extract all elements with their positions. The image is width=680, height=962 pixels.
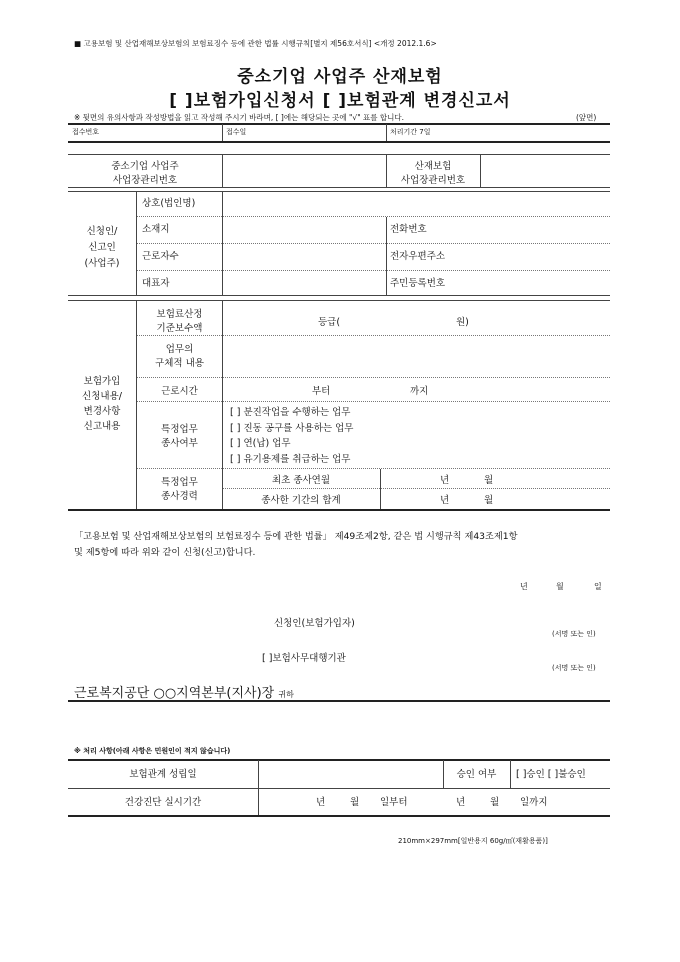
career-label-1: 특정업무 — [161, 477, 198, 488]
applicant-section-label-3: (사업주) — [84, 258, 120, 269]
career-label — [137, 474, 222, 502]
approval-label: 승인 여부 — [456, 769, 497, 780]
statement-line2: 및 제5항에 따라 위와 같이 신청(신고)합니다. — [74, 547, 256, 558]
rrn-field[interactable] — [480, 271, 610, 295]
divider — [380, 469, 381, 509]
total-period-month[interactable]: 월 — [484, 495, 494, 506]
processing-period-label: 처리기간 7일 — [390, 128, 431, 136]
divider — [68, 815, 610, 817]
won-text[interactable]: 원) — [456, 317, 469, 328]
phone-label: 전화번호 — [390, 224, 427, 235]
duty-label-2: 구체적 내용 — [155, 358, 204, 369]
date-month[interactable]: 월 — [556, 582, 564, 591]
instruction-note: ※ 뒷면의 유의사항과 작성방법을 읽고 작성해 주시기 바라며, [ ]에는 해당되는 곳에 "√" 표를 합니다. — [74, 113, 405, 122]
special-duty-label — [137, 421, 222, 449]
health-to-month[interactable]: 월 — [490, 797, 500, 808]
duty-label — [137, 341, 222, 369]
first-work-year[interactable]: 년 — [440, 475, 450, 486]
phone-field[interactable] — [480, 217, 610, 242]
applicant-section-label-1: 신청인/ — [86, 226, 118, 237]
health-from-month[interactable]: 월 — [350, 797, 360, 808]
divider — [258, 789, 259, 815]
established-date-label: 보험관계 성립일 — [129, 769, 197, 780]
company-name-label: 상호(법인명) — [142, 198, 196, 209]
hours-label: 근로시간 — [161, 386, 198, 397]
company-name-field[interactable] — [223, 192, 610, 215]
career-label-2: 종사경력 — [161, 491, 198, 502]
divider — [68, 788, 610, 789]
total-period-year[interactable]: 년 — [440, 495, 450, 506]
health-to-year[interactable]: 년 — [456, 797, 466, 808]
divider — [68, 187, 610, 188]
email-label: 전자우편주소 — [390, 251, 446, 262]
health-check-label: 건강진단 실시기간 — [124, 797, 202, 808]
form-reference: ■ 고용보험 및 산업재해보상보험의 보험료징수 등에 관한 법률 시행규칙[별지 제56호서식] <개정 2012.1.6> — [74, 39, 437, 48]
divider — [68, 300, 610, 301]
table-top-border — [68, 123, 610, 125]
divider — [68, 509, 610, 511]
email-field[interactable] — [480, 244, 610, 269]
applicant-section-label — [68, 224, 136, 272]
total-period-label: 종사한 기간의 합계 — [261, 495, 341, 506]
grade-text[interactable]: 등급( — [318, 317, 341, 328]
process-heading: ※ 처리 사항(아래 사항은 민원인이 적지 않습니다) — [74, 747, 231, 755]
divider — [386, 124, 387, 141]
special-duty-label-1: 특정업무 — [161, 424, 198, 435]
form-title-line1: 중소기업 사업주 산재보험 — [237, 67, 443, 87]
divider — [510, 760, 511, 788]
sme-number-label — [68, 158, 222, 186]
address-field[interactable] — [223, 217, 386, 242]
approval-options[interactable]: [ ]승인 [ ]불승인 — [516, 769, 586, 780]
established-date-field[interactable] — [259, 760, 443, 787]
signature-note-2[interactable]: (서명 또는 인) — [552, 664, 596, 672]
special-option-dust[interactable]: [ ] 분진작업을 수행하는 업무 — [230, 407, 351, 418]
divider — [223, 488, 610, 489]
duty-field[interactable] — [223, 336, 610, 376]
special-duty-label-2: 종사여부 — [161, 438, 198, 449]
content-section-label-4: 신고내용 — [83, 421, 121, 432]
applicant-signer-label: 신청인(보험가입자) — [274, 618, 355, 629]
representative-label: 대표자 — [142, 278, 170, 289]
divider — [68, 295, 610, 296]
special-option-lead[interactable]: [ ] 연(납) 업무 — [230, 438, 291, 449]
signature-note-1[interactable]: (서명 또는 인) — [552, 630, 596, 638]
divider — [137, 468, 610, 469]
first-work-label: 최초 종사연월 — [271, 475, 331, 486]
special-duty-options — [230, 405, 353, 467]
health-to-day[interactable]: 일까지 — [520, 797, 548, 808]
sme-number-field[interactable] — [223, 155, 386, 186]
insurance-number-field[interactable] — [481, 155, 610, 186]
hours-from-text[interactable]: 부터 — [312, 386, 331, 397]
statement-line1: 「고용보험 및 산업재해보상보험의 보험료징수 등에 관한 법률」 제49조제2항, 같은 법 시행규칙 제43조제1항 — [74, 531, 518, 542]
wage-label-2: 기준보수액 — [156, 323, 203, 334]
address-label: 소재지 — [142, 224, 170, 235]
recipient-name: 근로복지공단 ○○지역본부(지사)장 — [74, 686, 275, 701]
duty-label-1: 업무의 — [165, 344, 194, 355]
first-work-month[interactable]: 월 — [484, 475, 494, 486]
workers-field[interactable] — [223, 244, 386, 269]
content-section-label-3: 변경사항 — [83, 406, 121, 417]
sme-number-label-2: 사업장관리번호 — [112, 175, 178, 186]
content-section-label-2: 신청내용/ — [82, 391, 122, 402]
insurance-number-label-1: 산재보험 — [414, 161, 452, 172]
special-option-vibration[interactable]: [ ] 진동 공구를 사용하는 업무 — [230, 422, 354, 434]
paper-spec-footer: 210mm×297mm[일반용지 60g/㎡(재활용품)] — [398, 837, 548, 845]
date-day[interactable]: 일 — [594, 582, 602, 591]
receipt-bottom-border — [68, 141, 610, 143]
divider — [137, 401, 610, 402]
representative-field[interactable] — [223, 271, 386, 295]
receipt-date-label: 접수일 — [226, 128, 247, 136]
date-year[interactable]: 년 — [520, 582, 528, 591]
insurance-number-label — [386, 158, 480, 186]
recipient-suffix: 귀하 — [278, 690, 294, 699]
sme-number-label-1: 중소기업 사업주 — [111, 161, 179, 172]
wage-label — [137, 306, 222, 334]
content-section-label — [68, 374, 136, 434]
divider — [222, 124, 223, 141]
divider — [68, 700, 610, 702]
hours-until-text[interactable]: 까지 — [410, 386, 429, 397]
wage-label-1: 보험료산정 — [156, 309, 203, 320]
divider — [386, 217, 387, 295]
applicant-section-label-2: 신고인 — [88, 242, 116, 253]
recipient — [74, 682, 294, 701]
health-from-day[interactable]: 일부터 — [380, 797, 408, 808]
page-side-label: (앞면) — [576, 113, 597, 122]
content-section-label-1: 보험가입 — [83, 376, 121, 387]
special-option-solvent[interactable]: [ ] 유기용제를 취급하는 업무 — [230, 453, 351, 465]
receipt-number-label: 접수번호 — [72, 128, 100, 136]
rrn-label: 주민등록번호 — [390, 278, 446, 289]
insurance-number-label-2: 사업장관리번호 — [400, 175, 466, 186]
agency-signer-label: [ ]보험사무대행기관 — [262, 653, 346, 664]
workers-label: 근로자수 — [142, 251, 179, 262]
form-title-line2: [ ]보험가입신청서 [ ]보험관계 변경신고서 — [169, 91, 511, 111]
divider — [137, 377, 610, 378]
health-from-year[interactable]: 년 — [316, 797, 326, 808]
